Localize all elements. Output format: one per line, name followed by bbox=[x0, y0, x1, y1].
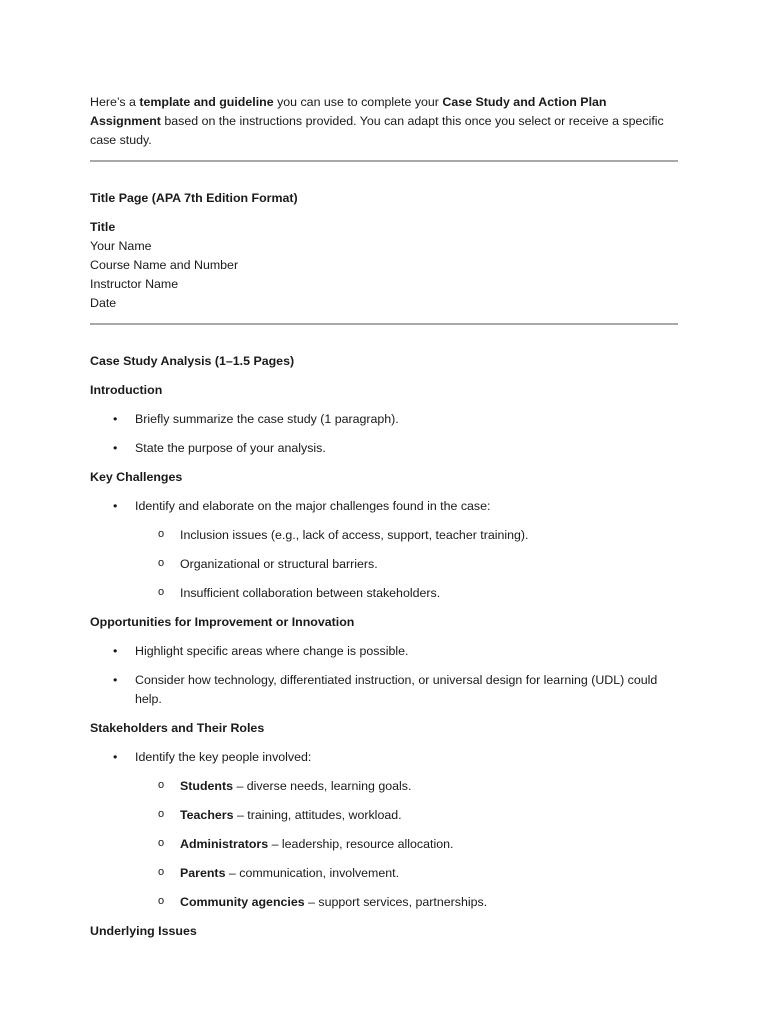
bullet-marker: • bbox=[113, 644, 118, 658]
intro-text-3: based on the instructions provided. You can adapt this once you select or receive a specific case study. bbox=[90, 114, 664, 147]
sub-item-text: Organizational or structural barriers. bbox=[180, 557, 378, 571]
course-line: Course Name and Number bbox=[90, 258, 239, 272]
divider-1 bbox=[90, 160, 678, 162]
sub-list-item bbox=[135, 777, 678, 796]
sub-bullet-marker: o bbox=[158, 779, 165, 791]
underlying-issues-heading: Underlying Issues bbox=[90, 924, 197, 938]
divider-2 bbox=[90, 323, 678, 325]
sub-bullet-marker: o bbox=[158, 895, 165, 907]
title-line: Title bbox=[90, 220, 116, 234]
sub-list-item bbox=[135, 864, 678, 883]
bullet-marker: • bbox=[113, 499, 118, 513]
introduction-heading: Introduction bbox=[90, 383, 163, 397]
intro-paragraph bbox=[90, 93, 678, 150]
sub-bullet-marker: o bbox=[158, 557, 165, 569]
sub-list-item bbox=[135, 526, 678, 545]
list-item bbox=[90, 642, 678, 661]
challenges-list bbox=[90, 497, 678, 603]
list-item-text: Briefly summarize the case study (1 paragraph). bbox=[135, 412, 399, 426]
intro-bold-2: Case Study and Action Plan Assignment bbox=[90, 95, 607, 128]
stakeholder-desc: – support services, partnerships. bbox=[304, 895, 488, 909]
sub-bullet-marker: o bbox=[158, 586, 165, 598]
introduction-list bbox=[90, 410, 678, 458]
stakeholder-desc: – training, attitudes, workload. bbox=[233, 808, 402, 822]
sub-bullet-marker: o bbox=[158, 808, 165, 820]
bullet-marker: • bbox=[113, 441, 118, 455]
title-page-heading: Title Page (APA 7th Edition Format) bbox=[90, 191, 298, 205]
date-line: Date bbox=[90, 296, 117, 310]
list-item bbox=[90, 671, 678, 709]
bullet-marker: • bbox=[113, 750, 118, 764]
list-item bbox=[90, 497, 678, 603]
stakeholders-list bbox=[90, 748, 678, 912]
challenges-sublist bbox=[135, 526, 678, 603]
sub-list-item bbox=[135, 893, 678, 912]
stakeholder-name: Parents bbox=[180, 866, 226, 880]
stakeholders-heading: Stakeholders and Their Roles bbox=[90, 721, 265, 735]
sub-bullet-marker: o bbox=[158, 837, 165, 849]
title-page-block bbox=[90, 218, 678, 313]
stakeholder-name: Administrators bbox=[180, 837, 269, 851]
stakeholder-desc: – leadership, resource allocation. bbox=[268, 837, 454, 851]
list-item-text: State the purpose of your analysis. bbox=[135, 441, 326, 455]
sub-list-item bbox=[135, 555, 678, 574]
list-item bbox=[90, 748, 678, 912]
stakeholder-name: Students bbox=[180, 779, 234, 793]
sub-bullet-marker: o bbox=[158, 866, 165, 878]
instructor-line: Instructor Name bbox=[90, 277, 179, 291]
bullet-marker: • bbox=[113, 673, 118, 687]
stakeholder-name: Community agencies bbox=[180, 895, 305, 909]
intro-text-1: Here’s a bbox=[90, 95, 140, 109]
stakeholder-desc: – diverse needs, learning goals. bbox=[233, 779, 412, 793]
list-item-text: Highlight specific areas where change is possible. bbox=[135, 644, 409, 658]
intro-bold-1: template and guideline bbox=[139, 95, 274, 109]
sub-list-item bbox=[135, 835, 678, 854]
challenges-heading: Key Challenges bbox=[90, 470, 183, 484]
intro-text-2: you can use to complete your bbox=[273, 95, 443, 109]
list-item-text: Consider how technology, differentiated instruction, or universal design for learning (UDL) could help. bbox=[135, 673, 658, 706]
list-item bbox=[90, 410, 678, 429]
bullet-marker: • bbox=[113, 412, 118, 426]
sub-bullet-marker: o bbox=[158, 528, 165, 540]
opportunities-list bbox=[90, 642, 678, 709]
opportunities-heading: Opportunities for Improvement or Innovation bbox=[90, 615, 355, 629]
list-item-text: Identify the key people involved: bbox=[135, 750, 312, 764]
analysis-heading: Case Study Analysis (1–1.5 Pages) bbox=[90, 354, 295, 368]
stakeholder-name: Teachers bbox=[180, 808, 234, 822]
name-line: Your Name bbox=[90, 239, 152, 253]
sub-item-text: Insufficient collaboration between stakeholders. bbox=[180, 586, 441, 600]
document-page bbox=[90, 93, 678, 951]
sub-item-text: Inclusion issues (e.g., lack of access, support, teacher training). bbox=[180, 528, 529, 542]
stakeholder-desc: – communication, involvement. bbox=[225, 866, 400, 880]
list-item bbox=[90, 439, 678, 458]
sub-list-item bbox=[135, 806, 678, 825]
list-item-text: Identify and elaborate on the major challenges found in the case: bbox=[135, 499, 491, 513]
sub-list-item bbox=[135, 584, 678, 603]
stakeholders-sublist bbox=[135, 777, 678, 912]
